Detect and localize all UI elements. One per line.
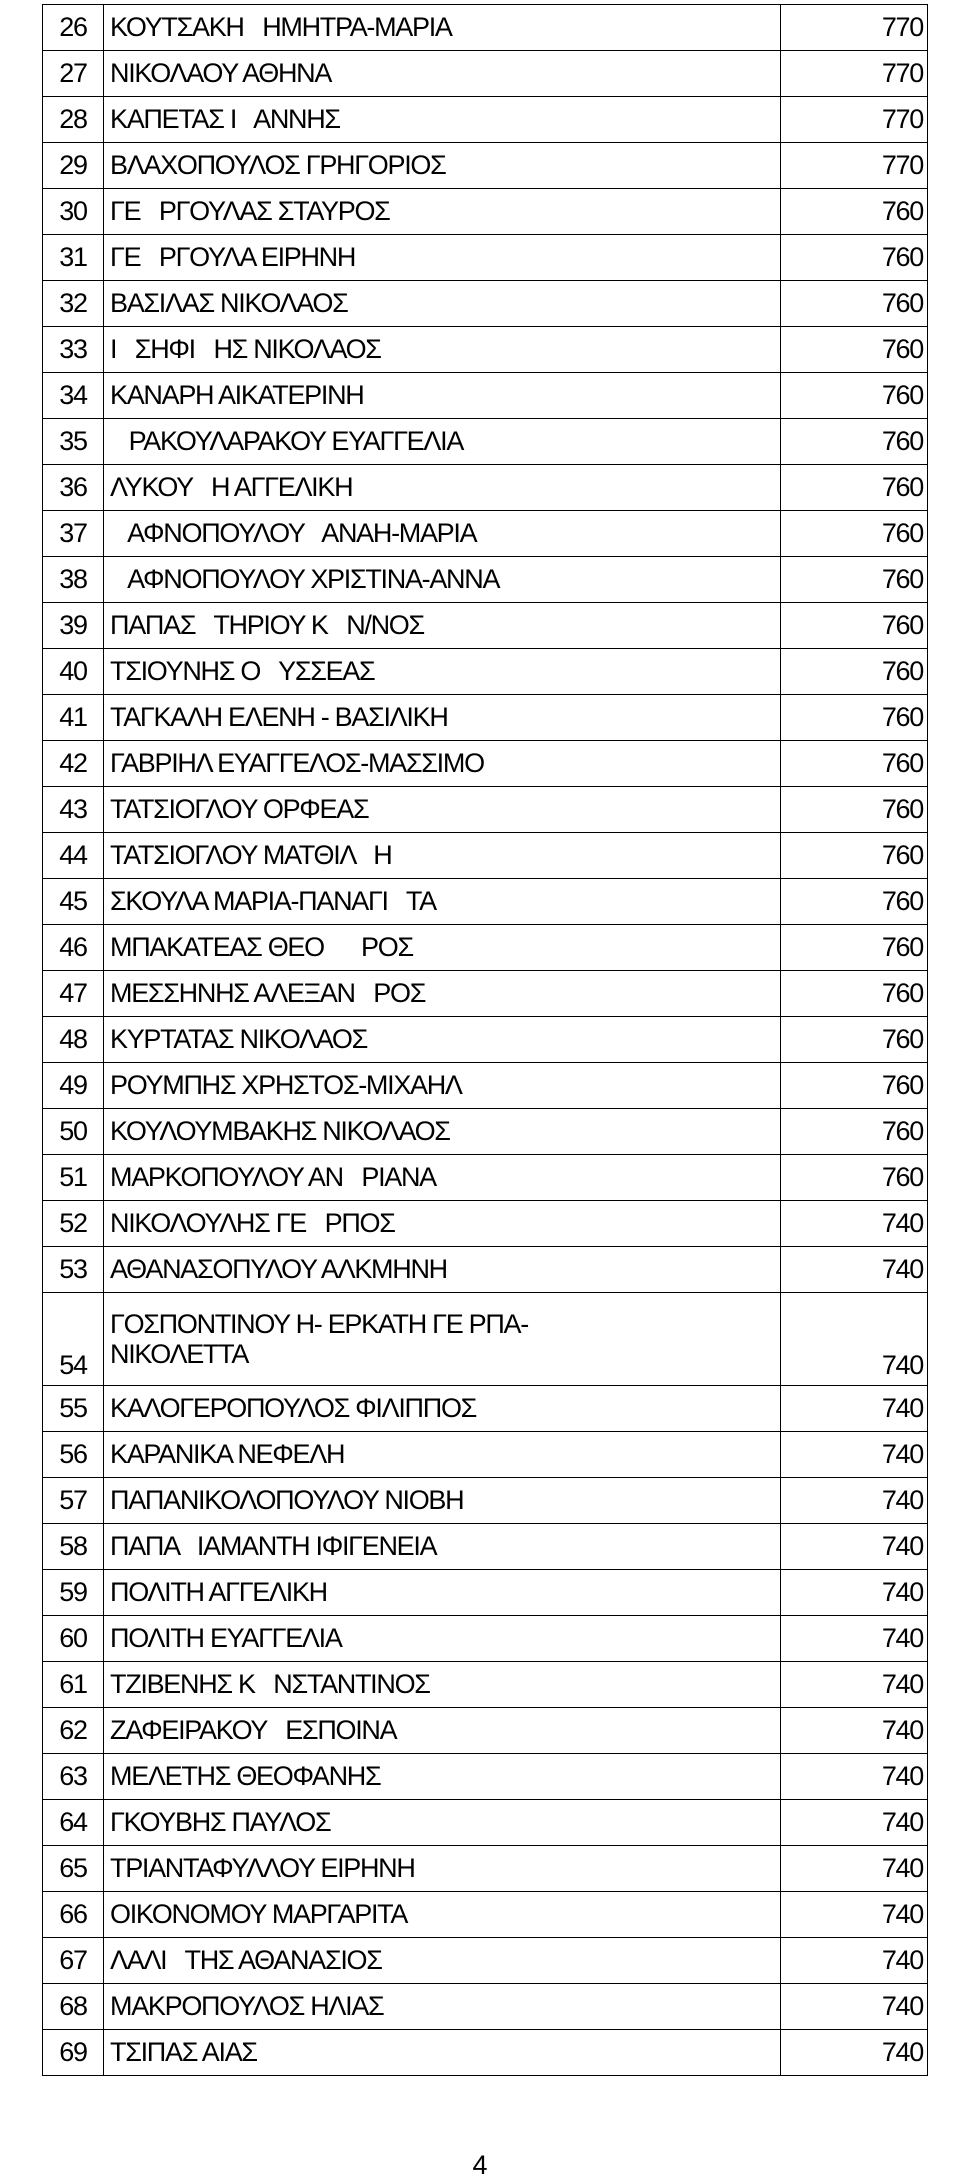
- table-row: [43, 143, 928, 189]
- row-number-cell: 61: [43, 1662, 104, 1708]
- row-number-cell: 66: [43, 1892, 104, 1938]
- name-cell: ΠΟΛΙΤΗ ΕΥΑΓΓΕΛΙΑ: [104, 1616, 781, 1662]
- name-cell: ΚΟΥΤΣΑΚΗ ΗΜΗΤΡΑ-ΜΑΡΙΑ: [104, 5, 781, 51]
- table-row: [43, 1754, 928, 1800]
- name-cell: ΚΑΠΕΤΑΣ Ι ΑΝΝΗΣ: [104, 97, 781, 143]
- name-cell: ΟΙΚΟΝΟΜΟΥ ΜΑΡΓΑΡΙΤΑ: [104, 1892, 781, 1938]
- table-row: [43, 465, 928, 511]
- table-row: [43, 1892, 928, 1938]
- table-row: [43, 649, 928, 695]
- table-row: [43, 695, 928, 741]
- table-row: [43, 1432, 928, 1478]
- row-number-cell: 39: [43, 603, 104, 649]
- row-number-cell: 55: [43, 1386, 104, 1432]
- row-number-cell: 46: [43, 925, 104, 971]
- name-cell: ΓΕ ΡΓΟΥΛΑ ΕΙΡΗΝΗ: [104, 235, 781, 281]
- row-number-cell: 28: [43, 97, 104, 143]
- table-row: [43, 971, 928, 1017]
- score-cell: 760: [781, 281, 928, 327]
- name-cell: ΑΦΝΟΠΟΥΛΟΥ ΧΡΙΣΤΙΝΑ-ΑΝΝΑ: [104, 557, 781, 603]
- score-cell: 740: [781, 1892, 928, 1938]
- row-number-cell: 62: [43, 1708, 104, 1754]
- score-cell: 760: [781, 327, 928, 373]
- table-row: [43, 51, 928, 97]
- score-cell: 760: [781, 649, 928, 695]
- row-number-cell: 37: [43, 511, 104, 557]
- row-number-cell: 60: [43, 1616, 104, 1662]
- row-number-cell: 48: [43, 1017, 104, 1063]
- score-cell: 740: [781, 1984, 928, 2030]
- score-cell: 760: [781, 695, 928, 741]
- table-row: [43, 1017, 928, 1063]
- name-cell: ΜΑΡΚΟΠΟΥΛΟΥ ΑΝ ΡΙΑΝΑ: [104, 1155, 781, 1201]
- score-cell: 740: [781, 1247, 928, 1293]
- name-cell: ΛΥΚΟΥ Η ΑΓΓΕΛΙΚΗ: [104, 465, 781, 511]
- name-cell: ΒΛΑΧΟΠΟΥΛΟΣ ΓΡΗΓΟΡΙΟΣ: [104, 143, 781, 189]
- page-number: 4: [472, 2150, 488, 2180]
- table-row: [43, 1478, 928, 1524]
- row-number-cell: 54: [43, 1293, 104, 1386]
- row-number-cell: 41: [43, 695, 104, 741]
- name-cell: ΜΑΚΡΟΠΟΥΛΟΣ ΗΛΙΑΣ: [104, 1984, 781, 2030]
- name-cell: ΤΖΙΒΕΝΗΣ Κ ΝΣΤΑΝΤΙΝΟΣ: [104, 1662, 781, 1708]
- table-row: [43, 603, 928, 649]
- score-cell: 760: [781, 925, 928, 971]
- table-row: [43, 1109, 928, 1155]
- table-row: [43, 2030, 928, 2076]
- name-cell: ΓΑΒΡΙΗΛ ΕΥΑΓΓΕΛΟΣ-ΜΑΣΣΙΜΟ: [104, 741, 781, 787]
- row-number-cell: 53: [43, 1247, 104, 1293]
- score-cell: 740: [781, 1708, 928, 1754]
- row-number-cell: 30: [43, 189, 104, 235]
- table-row: [43, 1846, 928, 1892]
- row-number-cell: 36: [43, 465, 104, 511]
- row-number-cell: 42: [43, 741, 104, 787]
- results-table: [42, 4, 928, 2076]
- row-number-cell: 45: [43, 879, 104, 925]
- name-cell: ΓΚΟΥΒΗΣ ΠΑΥΛΟΣ: [104, 1800, 781, 1846]
- name-cell: ΓΟΣΠΟΝΤΙΝΟΥ Η- ΕΡΚΑΤΗ ΓΕ ΡΠΑ- ΝΙΚΟΛΕΤΤΑ: [104, 1293, 781, 1386]
- name-cell: ΠΑΠΑΝΙΚΟΛΟΠΟΥΛΟΥ ΝΙΟΒΗ: [104, 1478, 781, 1524]
- table-row: [43, 1800, 928, 1846]
- name-cell: ΣΚΟΥΛΑ ΜΑΡΙΑ-ΠΑΝΑΓΙ ΤΑ: [104, 879, 781, 925]
- table-row: [43, 925, 928, 971]
- name-cell: ΤΣΙΠΑΣ ΑΙΑΣ: [104, 2030, 781, 2076]
- table-row: [43, 1662, 928, 1708]
- table-row: [43, 511, 928, 557]
- score-cell: 760: [781, 235, 928, 281]
- name-cell: ΠΑΠΑΣ ΤΗΡΙΟΥ Κ Ν/ΝΟΣ: [104, 603, 781, 649]
- score-cell: 760: [781, 879, 928, 925]
- row-number-cell: 63: [43, 1754, 104, 1800]
- row-number-cell: 67: [43, 1938, 104, 1984]
- row-number-cell: 29: [43, 143, 104, 189]
- table-row: [43, 1524, 928, 1570]
- table-row: [43, 97, 928, 143]
- score-cell: 740: [781, 1293, 928, 1386]
- name-cell: ΛΑΛΙ ΤΗΣ ΑΘΑΝΑΣΙΟΣ: [104, 1938, 781, 1984]
- score-cell: 760: [781, 787, 928, 833]
- row-number-cell: 50: [43, 1109, 104, 1155]
- name-cell: ΝΙΚΟΛΑΟΥ ΑΘΗΝΑ: [104, 51, 781, 97]
- row-number-cell: 57: [43, 1478, 104, 1524]
- name-cell: ΤΑΤΣΙΟΓΛΟΥ ΟΡΦΕΑΣ: [104, 787, 781, 833]
- score-cell: 760: [781, 1063, 928, 1109]
- name-cell: ΚΑΡΑΝΙΚΑ ΝΕΦΕΛΗ: [104, 1432, 781, 1478]
- row-number-cell: 34: [43, 373, 104, 419]
- row-number-cell: 38: [43, 557, 104, 603]
- score-cell: 760: [781, 419, 928, 465]
- table-row: [43, 1063, 928, 1109]
- row-number-cell: 33: [43, 327, 104, 373]
- row-number-cell: 56: [43, 1432, 104, 1478]
- table-row: [43, 1247, 928, 1293]
- name-cell: ΑΘΑΝΑΣΟΠΥΛΟΥ ΑΛΚΜΗΝΗ: [104, 1247, 781, 1293]
- row-number-cell: 35: [43, 419, 104, 465]
- name-cell: ΤΣΙΟΥΝΗΣ Ο ΥΣΣΕΑΣ: [104, 649, 781, 695]
- score-cell: 770: [781, 143, 928, 189]
- name-cell: Ι ΣΗΦΙ ΗΣ ΝΙΚΟΛΑΟΣ: [104, 327, 781, 373]
- score-cell: 740: [781, 1846, 928, 1892]
- score-cell: 740: [781, 1662, 928, 1708]
- table-row: [43, 1155, 928, 1201]
- score-cell: 770: [781, 5, 928, 51]
- score-cell: 740: [781, 1478, 928, 1524]
- name-cell: ΤΑΤΣΙΟΓΛΟΥ ΜΑΤΘΙΛ Η: [104, 833, 781, 879]
- name-cell: ΤΡΙΑΝΤΑΦΥΛΛΟΥ ΕΙΡΗΝΗ: [104, 1846, 781, 1892]
- score-cell: 740: [781, 1201, 928, 1247]
- row-number-cell: 52: [43, 1201, 104, 1247]
- table-row: [43, 1938, 928, 1984]
- name-cell: ΝΙΚΟΛΟΥΛΗΣ ΓΕ ΡΠΟΣ: [104, 1201, 781, 1247]
- table-row: [43, 879, 928, 925]
- table-row: [43, 787, 928, 833]
- score-cell: 760: [781, 1109, 928, 1155]
- name-cell: ΠΟΛΙΤΗ ΑΓΓΕΛΙΚΗ: [104, 1570, 781, 1616]
- score-cell: 760: [781, 373, 928, 419]
- name-cell: ΚΥΡΤΑΤΑΣ ΝΙΚΟΛΑΟΣ: [104, 1017, 781, 1063]
- row-number-cell: 27: [43, 51, 104, 97]
- score-cell: 760: [781, 741, 928, 787]
- name-cell: ΤΑΓΚΑΛΗ ΕΛΕΝΗ - ΒΑΣΙΛΙΚΗ: [104, 695, 781, 741]
- name-cell: ΓΕ ΡΓΟΥΛΑΣ ΣΤΑΥΡΟΣ: [104, 189, 781, 235]
- row-number-cell: 58: [43, 1524, 104, 1570]
- row-number-cell: 49: [43, 1063, 104, 1109]
- table-row: [43, 5, 928, 51]
- row-number-cell: 64: [43, 1800, 104, 1846]
- table-row: [43, 189, 928, 235]
- row-number-cell: 47: [43, 971, 104, 1017]
- name-cell: ΡΑΚΟΥΛΑΡΑΚΟΥ ΕΥΑΓΓΕΛΙΑ: [104, 419, 781, 465]
- row-number-cell: 65: [43, 1846, 104, 1892]
- row-number-cell: 51: [43, 1155, 104, 1201]
- table-row: [43, 1293, 928, 1386]
- score-cell: 760: [781, 557, 928, 603]
- score-cell: 740: [781, 1432, 928, 1478]
- table-row: [43, 281, 928, 327]
- score-cell: 740: [781, 1570, 928, 1616]
- row-number-cell: 31: [43, 235, 104, 281]
- name-cell: ΑΦΝΟΠΟΥΛΟΥ ΑΝΑΗ-ΜΑΡΙΑ: [104, 511, 781, 557]
- score-cell: 740: [781, 1386, 928, 1432]
- score-cell: 760: [781, 1017, 928, 1063]
- score-cell: 740: [781, 1800, 928, 1846]
- results-table-body: [43, 5, 928, 2076]
- table-row: [43, 1201, 928, 1247]
- row-number-cell: 43: [43, 787, 104, 833]
- table-row: [43, 1570, 928, 1616]
- name-cell: ΜΕΛΕΤΗΣ ΘΕΟΦΑΝΗΣ: [104, 1754, 781, 1800]
- table-row: [43, 1984, 928, 2030]
- score-cell: 740: [781, 1938, 928, 1984]
- row-number-cell: 26: [43, 5, 104, 51]
- name-cell: ΡΟΥΜΠΗΣ ΧΡΗΣΤΟΣ-ΜΙΧΑΗΛ: [104, 1063, 781, 1109]
- name-cell: ΖΑΦΕΙΡΑΚΟΥ ΕΣΠΟΙΝΑ: [104, 1708, 781, 1754]
- name-cell: ΚΑΛΟΓΕΡΟΠΟΥΛΟΣ ΦΙΛΙΠΠΟΣ: [104, 1386, 781, 1432]
- score-cell: 760: [781, 189, 928, 235]
- row-number-cell: 32: [43, 281, 104, 327]
- score-cell: 740: [781, 1524, 928, 1570]
- name-cell: ΜΕΣΣΗΝΗΣ ΑΛΕΞΑΝ ΡΟΣ: [104, 971, 781, 1017]
- name-cell: ΠΑΠΑ ΙΑΜΑΝΤΗ ΙΦΙΓΕΝΕΙΑ: [104, 1524, 781, 1570]
- score-cell: 760: [781, 833, 928, 879]
- score-cell: 740: [781, 2030, 928, 2076]
- table-row: [43, 373, 928, 419]
- table-row: [43, 1616, 928, 1662]
- score-cell: 770: [781, 97, 928, 143]
- table-row: [43, 419, 928, 465]
- row-number-cell: 68: [43, 1984, 104, 2030]
- name-cell: ΚΑΝΑΡΗ ΑΙΚΑΤΕΡΙΝΗ: [104, 373, 781, 419]
- row-number-cell: 59: [43, 1570, 104, 1616]
- score-cell: 770: [781, 51, 928, 97]
- row-number-cell: 40: [43, 649, 104, 695]
- table-row: [43, 833, 928, 879]
- row-number-cell: 69: [43, 2030, 104, 2076]
- name-cell: ΒΑΣΙΛΑΣ ΝΙΚΟΛΑΟΣ: [104, 281, 781, 327]
- name-cell: ΜΠΑΚΑΤΕΑΣ ΘΕΟ ΡΟΣ: [104, 925, 781, 971]
- score-cell: 760: [781, 971, 928, 1017]
- score-cell: 740: [781, 1616, 928, 1662]
- table-row: [43, 327, 928, 373]
- name-cell: ΚΟΥΛΟΥΜΒΑΚΗΣ ΝΙΚΟΛΑΟΣ: [104, 1109, 781, 1155]
- table-row: [43, 1708, 928, 1754]
- score-cell: 760: [781, 511, 928, 557]
- score-cell: 760: [781, 1155, 928, 1201]
- score-cell: 760: [781, 603, 928, 649]
- table-row: [43, 557, 928, 603]
- score-cell: 740: [781, 1754, 928, 1800]
- table-row: [43, 235, 928, 281]
- table-row: [43, 1386, 928, 1432]
- table-row: [43, 741, 928, 787]
- row-number-cell: 44: [43, 833, 104, 879]
- score-cell: 760: [781, 465, 928, 511]
